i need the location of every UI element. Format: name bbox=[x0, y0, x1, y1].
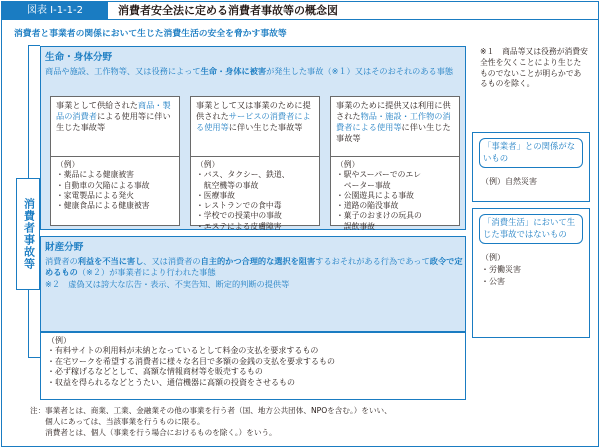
footnote-line: 個人にあっては、当該事業を行うものに限る。 bbox=[30, 417, 205, 426]
life-desc-bold: 生命・身体に被害 bbox=[200, 66, 267, 76]
life-column-services bbox=[190, 96, 320, 231]
prop-text: するおそれがある行為であって bbox=[315, 256, 430, 266]
col-text-highlight: 物品・施設・工作物の消費者による使用等 bbox=[336, 111, 451, 133]
column-heading bbox=[51, 97, 179, 157]
example-item: ・公害 bbox=[481, 276, 505, 286]
example-item: ・健康食品による健康被害 bbox=[56, 201, 150, 211]
main-heading: 消費者と事業者の関係において生じた消費生活の安全を脅かす事故等 bbox=[14, 29, 287, 39]
col-text: に伴い生じた事故等 bbox=[228, 122, 303, 133]
example-item: ・医療事故 bbox=[196, 190, 235, 200]
column-heading bbox=[331, 97, 459, 157]
property-note2: ※２ 虚偽又は誇大な広告・表示、不実告知、断定的判断の提供等 bbox=[45, 279, 290, 290]
example-item: ・自動車の欠陥による事故 bbox=[56, 180, 150, 190]
prop-text-bold: 政令で定めるもの bbox=[45, 256, 463, 278]
example-label: （例） bbox=[56, 160, 80, 169]
footnote-line: 消費者とは、個人（事業を行う場合におけるものを除く。）をいう。 bbox=[30, 428, 277, 437]
example-item: ・レストランでの食中毒 bbox=[196, 201, 282, 211]
example-label: （例） bbox=[481, 252, 505, 262]
prop-text-bold: 利益を不当に害し bbox=[77, 256, 144, 266]
example-item: ・道路の陥没事故 bbox=[336, 201, 399, 211]
consumer-accident-label: 消費者事故等 bbox=[16, 178, 40, 290]
example-item: ・必ず稼げるなどとして、高額な情報商材等を販売するもの bbox=[47, 367, 263, 377]
prop-text-bold: 自主的かつ合理的な選択を阻害 bbox=[200, 256, 316, 266]
exclusion-not-consumer-life bbox=[472, 208, 590, 338]
example-item: ・収益を得られるなどとうたい、通信機器に高額の投資をさせるもの bbox=[47, 377, 295, 387]
example-item: ・公園遊具による事故 bbox=[336, 190, 414, 200]
example-item: 航空機等の事故 bbox=[196, 180, 259, 190]
example-item: ・学校での授業中の事故 bbox=[196, 211, 282, 221]
example-item: ・家電製品による発火 bbox=[56, 190, 134, 200]
example-item: ・在宅ワークを希望する消費者に様々な名目で多額の金銭の支払を要求するもの bbox=[47, 356, 335, 366]
prop-text: 、又は消費者の bbox=[143, 256, 201, 266]
footnote bbox=[30, 405, 590, 438]
exclusion-title: 「消費生活」において生じた事故ではないもの bbox=[479, 214, 583, 244]
example-item: ・バス、タクシー、鉄道、 bbox=[196, 170, 290, 180]
col-text: による使用等に伴い生じた事故等 bbox=[56, 111, 171, 133]
col-text-highlight: 商品・製品の消費者 bbox=[56, 100, 171, 122]
life-column-facilities bbox=[330, 96, 460, 231]
life-safety-description bbox=[45, 66, 465, 77]
property-examples bbox=[40, 332, 466, 400]
property-description bbox=[45, 256, 463, 290]
footnote-line: 注：事業者とは、商業、工業、金融業その他の事業を行う者（国、地方公共団体、NPOを含む。）をいい、 bbox=[30, 406, 392, 415]
col-text: 事業として供給された bbox=[56, 100, 138, 110]
example-item: ・薬品による健康被害 bbox=[56, 170, 134, 180]
life-desc-pre: 商品や施設、工作物等、又は役務によって bbox=[45, 66, 201, 76]
bracket-line-bottom bbox=[28, 290, 40, 358]
prop-text: 消費者の bbox=[45, 256, 78, 266]
figure-label: 図表 Ⅰ-1-1-2 bbox=[2, 2, 108, 19]
figure-title: 消費者安全法に定める消費者事故等の概念図 bbox=[118, 4, 338, 17]
example-item: ベーター事故 bbox=[336, 180, 391, 190]
example-label: （例） bbox=[336, 160, 360, 169]
col-text: 事業として又は事業のために提供された bbox=[196, 100, 311, 122]
example-item: 誤飲事故 bbox=[336, 221, 375, 231]
example-item: ・有料サイトの利用料が未納となっているとして料金の支払を要求するもの bbox=[47, 346, 319, 356]
example-item: ・駅やスーパーでのエレ bbox=[336, 170, 421, 180]
property-desc-main bbox=[45, 256, 463, 278]
example-item: ・菓子のおまけの玩具の bbox=[336, 211, 422, 221]
life-desc-post: が発生した事故（※１）又はそのおそれのある事態 bbox=[266, 66, 454, 76]
property-title: 財産分野 bbox=[45, 242, 84, 253]
prop-text: （※２）が事業者により行われた事態 bbox=[77, 267, 216, 278]
exclusion-title: 「事業者」との関係がないもの bbox=[479, 138, 583, 168]
column-heading bbox=[191, 97, 319, 157]
example-label: （例） bbox=[196, 160, 220, 169]
example-label: （例） bbox=[47, 336, 71, 345]
col-text-highlight: サービスの消費者による使用等 bbox=[196, 111, 311, 133]
life-safety-title: 生命・身体分野 bbox=[45, 52, 113, 63]
exclusion-example: （例）自然災害 bbox=[481, 176, 537, 186]
example-item: ・労働災害 bbox=[481, 264, 521, 274]
col-text: 事業のために提供又は利用に供された bbox=[336, 100, 451, 122]
bracket-line-top bbox=[28, 45, 40, 178]
life-column-products bbox=[50, 96, 180, 226]
column-examples bbox=[331, 157, 459, 235]
exclusion-examples bbox=[481, 252, 581, 288]
column-examples bbox=[51, 157, 179, 214]
example-item: ・エステによる皮膚障害 bbox=[196, 221, 282, 231]
exclusion-no-business bbox=[472, 132, 590, 202]
col-text: に伴い生じた事故等 bbox=[336, 122, 451, 144]
note-1: ※１ 商品等又は役務が消費安全性を欠くことにより生じたものでないことが明らかであるものを除く。 bbox=[480, 47, 588, 89]
column-examples bbox=[191, 157, 319, 235]
